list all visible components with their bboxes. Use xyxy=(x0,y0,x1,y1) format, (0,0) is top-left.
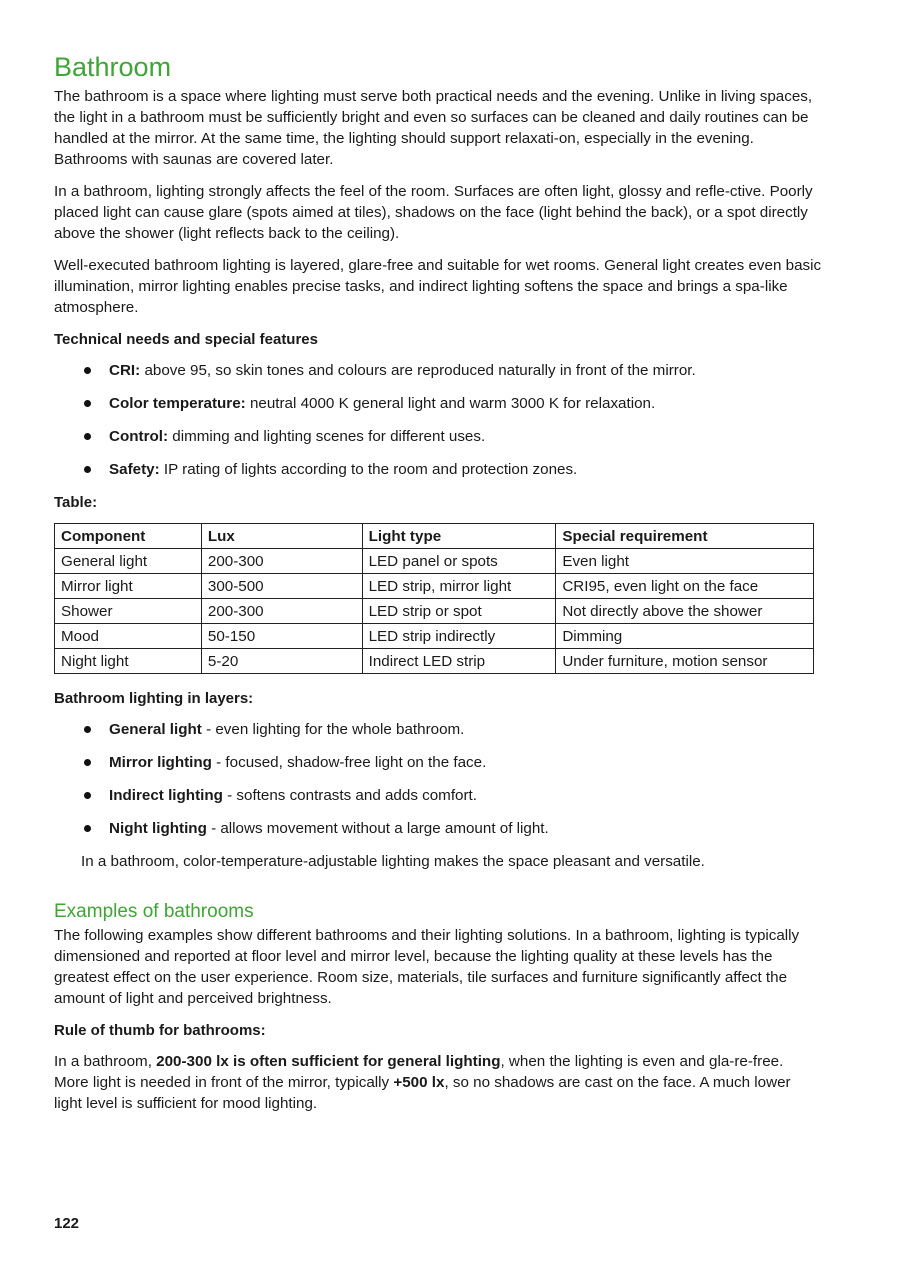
list-item-text: - softens contrasts and adds comfort. xyxy=(222,787,477,804)
rule-text-part: In a bathroom, xyxy=(54,1053,157,1070)
table-cell: LED strip, mirror light xyxy=(362,574,556,599)
list-item-text: - even lighting for the whole bathroom. xyxy=(201,721,465,738)
technical-list xyxy=(54,360,822,480)
list-item-text: IP rating of lights according to the room and protection zones. xyxy=(159,461,578,478)
layers-note: In a bathroom, color-temperature-adjustable lighting makes the space pleasant and versatile. xyxy=(81,853,705,870)
table-row xyxy=(55,549,814,574)
list-item-term: General light xyxy=(109,721,202,738)
rule-text-emphasis: 200-300 lx is often sufficient for general lighting xyxy=(156,1053,501,1070)
list-item xyxy=(54,459,822,480)
list-item-term: Safety: xyxy=(109,461,160,478)
table-cell: 200-300 xyxy=(201,599,362,624)
table-cell: LED strip indirectly xyxy=(362,624,556,649)
rule-of-thumb-paragraph xyxy=(54,1051,822,1114)
rule-text-part: , when the lighting is even and gla-re-free. More light is needed in front of the mirror, typically xyxy=(54,1053,784,1091)
table-header-cell: Component xyxy=(55,524,202,549)
table-header-cell: Lux xyxy=(201,524,362,549)
list-item-text: - focused, shadow-free light on the face. xyxy=(211,754,487,771)
list-item xyxy=(54,785,822,806)
list-item-text: - allows movement without a large amount of light. xyxy=(206,820,549,837)
list-item xyxy=(54,818,822,839)
list-item xyxy=(54,719,822,740)
page-title: Bathroom xyxy=(54,52,172,82)
list-item xyxy=(54,752,822,773)
table-cell: Night light xyxy=(55,649,202,674)
table-cell: Under furniture, motion sensor xyxy=(556,649,814,674)
table-cell: Mood xyxy=(55,624,202,649)
technical-heading: Technical needs and special features xyxy=(54,331,318,348)
list-item-text: above 95, so skin tones and colours are reproduced naturally in front of the mirror. xyxy=(140,362,696,379)
table-header-cell: Light type xyxy=(362,524,556,549)
list-item-text: dimming and lighting scenes for different uses. xyxy=(168,428,486,445)
layers-heading: Bathroom lighting in layers: xyxy=(54,690,254,707)
list-item-term: Indirect lighting xyxy=(109,787,223,804)
list-item-term: CRI: xyxy=(109,362,141,379)
table-row xyxy=(55,599,814,624)
list-item-term: Mirror lighting xyxy=(109,754,212,771)
examples-heading: Examples of bathrooms xyxy=(54,901,254,922)
table-header-row xyxy=(55,524,814,549)
list-item-term: Control: xyxy=(109,428,169,445)
intro-paragraph-1: The bathroom is a space where lighting must serve both practical needs and the evening. Unlike in living spaces, the light in a bathroom must be sufficiently bright and even so surfaces can be cleaned and daily routines can be handled at the mirror. At the same time, the lighting should support relaxati-on, especially in the evening. Bathrooms with saunas are covered later. xyxy=(54,88,813,168)
table-cell: CRI95, even light on the face xyxy=(556,574,814,599)
table-row xyxy=(55,574,814,599)
examples-paragraph: The following examples show different bathrooms and their lighting solutions. In a bathroom, lighting is typically dimensioned and reported at floor level and mirror level, because the lighting quality at these levels has the greatest effect on the user experience. Room size, materials, tile surfaces and furniture significantly affect the amount of light and perceived brightness. xyxy=(54,927,800,1007)
list-item xyxy=(54,426,822,447)
list-item xyxy=(54,393,822,414)
intro-paragraph-2: In a bathroom, lighting strongly affects the feel of the room. Surfaces are often light, glossy and refle-ctive. Poorly placed light can cause glare (spots aimed at tiles), shadows on the face (light behind the back), or a spot directly above the shower (light reflects back to the ceiling). xyxy=(54,183,813,242)
layers-list xyxy=(54,719,822,839)
table-row xyxy=(55,624,814,649)
page-number: 122 xyxy=(54,1215,80,1232)
table-cell: Not directly above the shower xyxy=(556,599,814,624)
list-item-term: Night lighting xyxy=(109,820,207,837)
table-cell: 5-20 xyxy=(201,649,362,674)
page-content xyxy=(54,50,822,1125)
table-label: Table: xyxy=(54,494,98,511)
rule-text-part: , so no shadows are cast on the face. A much lower light level is sufficient for mood lighting. xyxy=(54,1074,791,1112)
table-header-cell: Special requirement xyxy=(556,524,814,549)
table-cell: Indirect LED strip xyxy=(362,649,556,674)
rule-of-thumb-heading: Rule of thumb for bathrooms: xyxy=(54,1022,266,1039)
table-cell: Dimming xyxy=(556,624,814,649)
table-cell: 300-500 xyxy=(201,574,362,599)
table-cell: 200-300 xyxy=(201,549,362,574)
table-row xyxy=(55,649,814,674)
table-cell: Mirror light xyxy=(55,574,202,599)
list-item xyxy=(54,360,822,381)
list-item-text: neutral 4000 K general light and warm 3000 K for relaxation. xyxy=(245,395,656,412)
intro-paragraph-3: Well-executed bathroom lighting is layered, glare-free and suitable for wet rooms. General light creates even basic illumination, mirror lighting enables precise tasks, and indirect lighting softens the space and brings a spa-like atmosphere. xyxy=(54,257,822,316)
table-cell: LED strip or spot xyxy=(362,599,556,624)
rule-text-emphasis: +500 lx xyxy=(393,1074,445,1091)
table-cell: Shower xyxy=(55,599,202,624)
list-item-term: Color temperature: xyxy=(109,395,246,412)
table-cell: LED panel or spots xyxy=(362,549,556,574)
table-cell: Even light xyxy=(556,549,814,574)
table-cell: General light xyxy=(55,549,202,574)
lighting-table xyxy=(54,523,814,674)
table-cell: 50-150 xyxy=(201,624,362,649)
